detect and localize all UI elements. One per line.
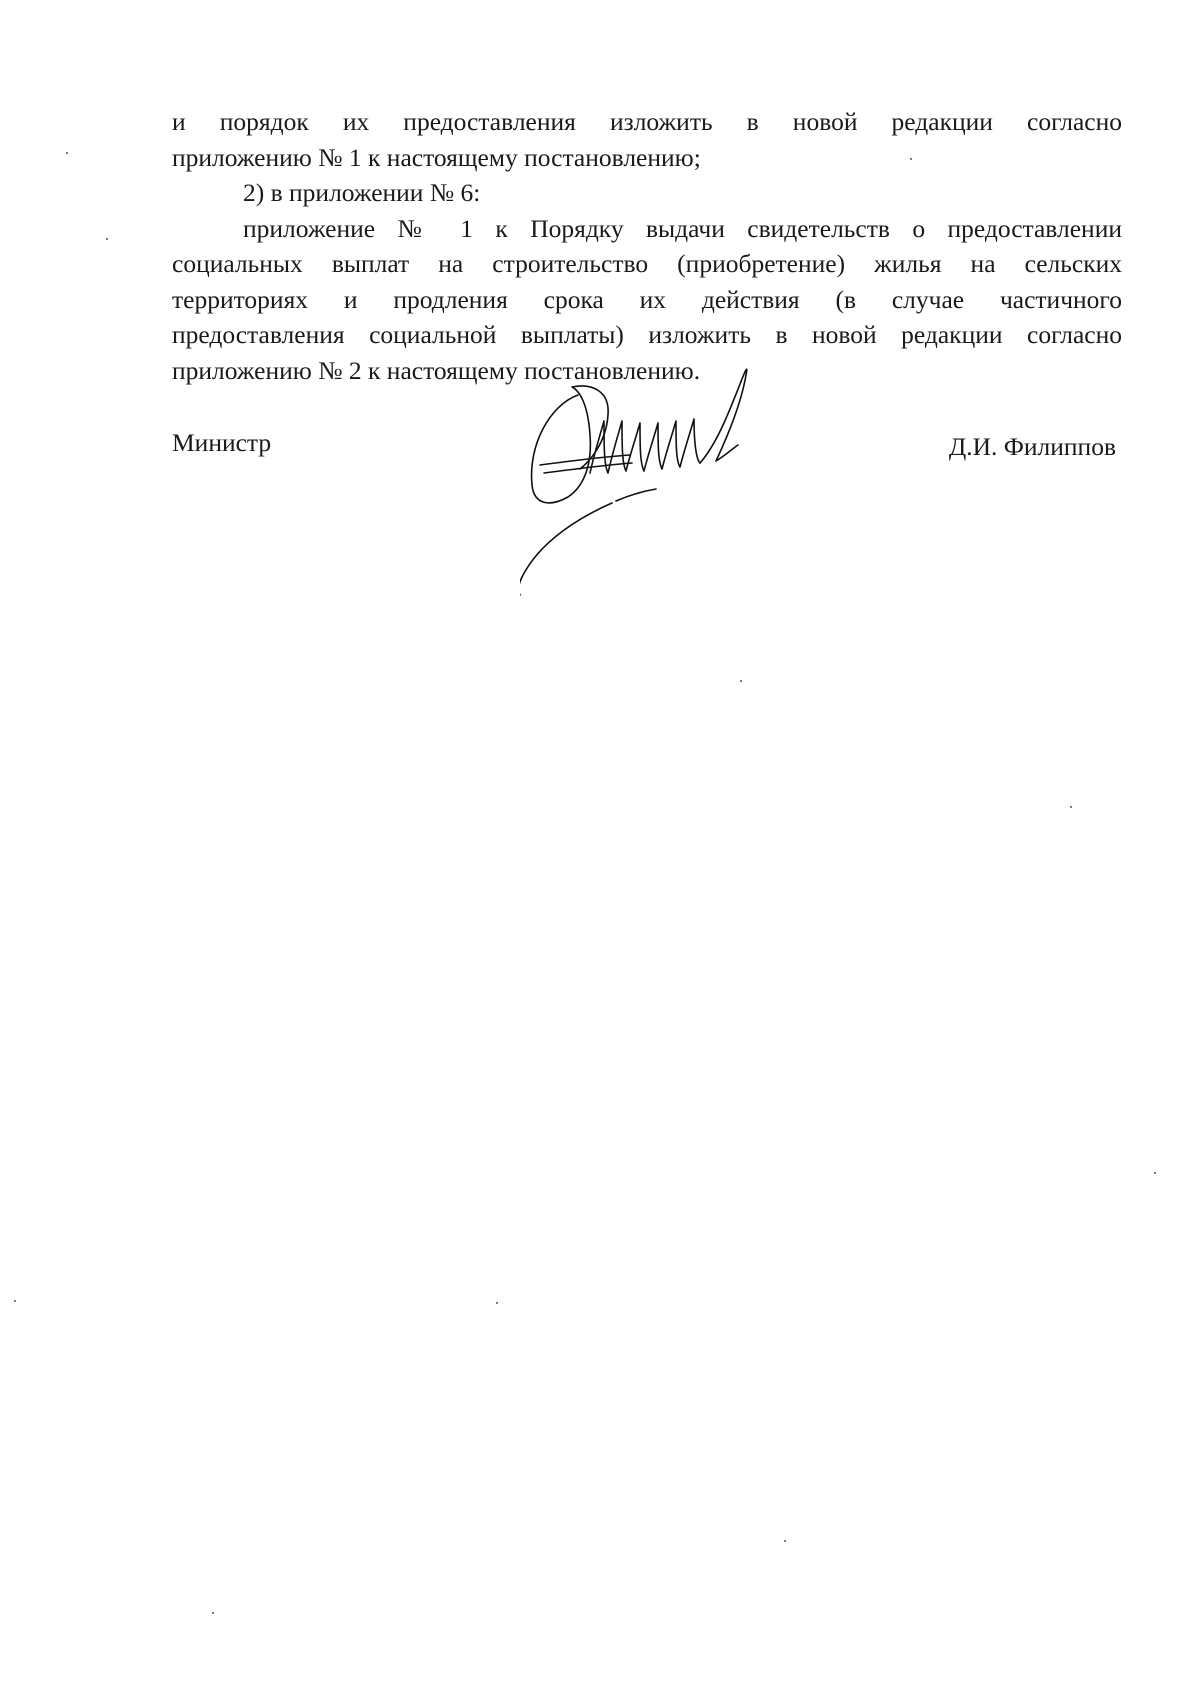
paragraph-2: 2) в приложении № 6: [243, 178, 481, 207]
paragraph-3-line-2: социальных выплат на строительство (приобретение) жилья на сельских [172, 249, 1122, 278]
scan-speck [784, 1540, 786, 1542]
signer-name: Д.И. Филиппов [948, 432, 1116, 461]
paragraph-1-line-1: и порядок их предоставления изложить в новой редакции согласно [172, 107, 1122, 136]
signer-position: Министр [172, 428, 272, 457]
scan-speck [212, 1612, 214, 1614]
paragraph-3-line-3: территориях и продления срока их действия (в случае частичного [172, 284, 1122, 314]
paragraph-1-line-2: приложению № 1 к настоящему постановлению; [172, 142, 701, 172]
paragraph-3-line-4: предоставления социальной выплаты) изложить в новой редакции согласно [172, 320, 1122, 349]
paragraph-3 [172, 211, 1122, 389]
paragraph-3-line-5: приложению № 2 к настоящему постановлению. [172, 355, 701, 385]
document-body [172, 104, 1122, 388]
scan-speck [66, 152, 68, 154]
scan-speck [14, 1300, 16, 1302]
scan-speck [496, 1302, 498, 1304]
paragraph-1 [172, 104, 1122, 175]
scan-speck [106, 238, 108, 240]
handwritten-signature [520, 365, 810, 605]
scan-speck [910, 158, 912, 160]
paragraph-3-line-1: приложение № 1 к Порядку выдачи свидетельств о предоставлении [243, 213, 1122, 243]
scan-speck [1154, 1172, 1156, 1174]
scan-speck [1070, 806, 1072, 808]
scan-speck [740, 680, 742, 682]
